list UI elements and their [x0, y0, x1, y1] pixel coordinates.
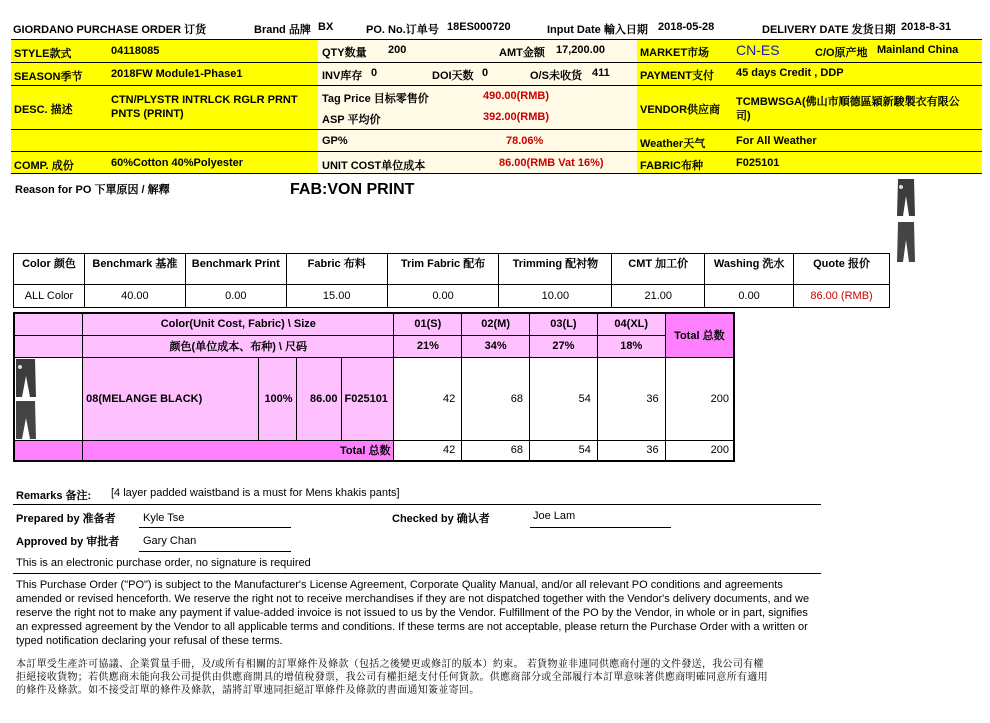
row-qty-l: 54 — [530, 357, 598, 440]
doi-value: 0 — [482, 67, 489, 79]
product-image — [895, 178, 917, 264]
input-date-value: 2018-05-28 — [658, 21, 715, 33]
cost-header-benchmark: Benchmark 基准 — [84, 254, 185, 285]
size-ratio-m: 34% — [462, 335, 530, 357]
weather-value: For All Weather — [736, 135, 817, 147]
cost-breakdown-table — [13, 253, 890, 308]
vendor-value-line1: TCMBWSGA(佛山市順德區穎新駿製衣有限公 — [736, 96, 960, 108]
cost-header-benchmark-print: Benchmark Print — [185, 254, 286, 285]
size-breakdown-table — [13, 312, 735, 462]
terms-cn-line: 拒絕接收貨物；若供應商未能向我公司提供由供應商開具的增值稅發票，我公司有權拒絕支付任何貨款。供應商部分或全部履行本訂單意味著供應商明確同意所有適用 — [16, 672, 768, 683]
po-title: GIORDANO PURCHASE ORDER 订货 — [13, 24, 207, 36]
desc-label: DESC. 描述 — [14, 104, 73, 116]
cost-value-benchmark-print: 0.00 — [185, 285, 286, 308]
weather-label: Weather天气 — [640, 138, 706, 150]
cost-header-color: Color 颜色 — [14, 254, 85, 285]
po-info-grid — [11, 39, 982, 174]
cost-value-washing: 0.00 — [705, 285, 794, 308]
reason-label: Reason for PO 下單原因 / 解釋 — [15, 184, 170, 196]
cost-table-value-row — [14, 285, 890, 308]
size-ratio-l: 27% — [530, 335, 598, 357]
cost-value-trimming: 10.00 — [499, 285, 612, 308]
cost-header-cmt: CMT 加工价 — [612, 254, 705, 285]
terms-en-line: an expressed agreement by the Vendor to all applicable terms and conditions. If these terms are not acceptable, please return the Purchase Order with a written or — [16, 621, 808, 633]
cost-value-cmt: 21.00 — [612, 285, 705, 308]
cost-header-trimming: Trimming 配衬物 — [499, 254, 612, 285]
size-header-l: 03(L) — [530, 313, 598, 335]
asp-value: 392.00(RMB) — [483, 111, 550, 123]
size-total-row — [14, 440, 734, 461]
pants-icon — [895, 178, 917, 264]
row-unit-cost: 86.00 — [296, 357, 341, 440]
prepared-by-label: Prepared by 准备者 — [16, 513, 116, 525]
remarks-label: Remarks 备注: — [16, 490, 92, 502]
terms-cn-line: 的條件及條款。如不接受訂單的條件及條款，請將訂單連同拒絕訂單條件及條款的書面通知簽並寄回。 — [16, 685, 480, 696]
cost-header-washing: Washing 洗水 — [705, 254, 794, 285]
vendor-label: VENDOR供应商 — [640, 104, 721, 116]
gp-value: 78.06% — [506, 135, 544, 147]
size-ratio-row — [14, 335, 734, 357]
inv-label: INV库存 — [322, 70, 363, 82]
market-value: CN-ES — [736, 42, 780, 58]
inv-value: 0 — [371, 67, 378, 79]
unit-cost-value: 86.00(RMB Vat 16%) — [499, 157, 604, 169]
checked-by-value: Joe Lam — [533, 510, 576, 522]
amt-label: AMT金额 — [499, 47, 545, 59]
cost-value-trim-fabric: 0.00 — [387, 285, 499, 308]
row-qty-xl: 36 — [597, 357, 665, 440]
payment-value: 45 days Credit , DDP — [736, 67, 844, 79]
qty-label: QTY数量 — [322, 47, 367, 59]
payment-label: PAYMENT支付 — [640, 70, 714, 82]
cost-header-fabric: Fabric 布料 — [286, 254, 387, 285]
terms-en-line: amended or revised henceforth. We reserve the right not to receive merchandises if they are not dispatched together with the Vendor's delivery documents, and we — [16, 593, 810, 605]
amt-value: 17,200.00 — [556, 44, 605, 56]
origin-label: C/O原产地 — [815, 47, 868, 59]
brand-label: Brand 品牌 — [254, 24, 311, 36]
delivery-date-value: 2018-8-31 — [901, 21, 952, 33]
size-header-s: 01(S) — [394, 313, 462, 335]
electronic-po-note: This is an electronic purchase order, no signature is required — [16, 557, 311, 569]
style-label: STYLE款式 — [14, 48, 72, 60]
terms-chinese — [16, 658, 826, 697]
total-qty-m: 68 — [462, 440, 530, 461]
size-header-xl: 04(XL) — [597, 313, 665, 335]
cost-value-benchmark: 40.00 — [84, 285, 185, 308]
size-header-m: 02(M) — [462, 313, 530, 335]
terms-en-line: reserve the right not to make any payment if value-added invoice is not issued to us by the Vendor. Fulfillment of the PO by the Vendor, in whole or in part, signifies — [16, 607, 808, 619]
pants-icon — [15, 358, 37, 440]
origin-value: Mainland China — [877, 44, 959, 56]
market-label: MARKET市场 — [640, 47, 710, 59]
total-qty-xl: 36 — [597, 440, 665, 461]
color-swatch-cell — [14, 357, 83, 440]
table-row — [14, 357, 734, 440]
desc-value-line2: PNTS (PRINT) — [111, 108, 184, 120]
fabric-label: FABRIC布种 — [640, 160, 703, 172]
total-qty-l: 54 — [530, 440, 598, 461]
size-header-row — [14, 313, 734, 335]
total-qty-s: 42 — [394, 440, 462, 461]
brand-value: BX — [318, 21, 334, 33]
terms-en-line: This Purchase Order ("PO") is subject to the Manufacturer's License Agreement, Corporate Quality Manual, and/or all relevant PO conditions and agreements — [16, 579, 783, 591]
terms-english — [16, 578, 826, 648]
checked-by-label: Checked by 确认者 — [392, 513, 490, 525]
os-label: O/S未收货 — [530, 70, 582, 82]
approved-by-value: Gary Chan — [143, 535, 197, 547]
cost-table-header-row — [14, 254, 890, 285]
size-title-cn: 颜色(单位成本、布种) \ 尺码 — [83, 335, 394, 357]
cost-header-quote: Quote 报价 — [794, 254, 890, 285]
size-title-en: Color(Unit Cost, Fabric) \ Size — [83, 313, 394, 335]
season-value: 2018FW Module1-Phase1 — [111, 68, 243, 80]
desc-value-line1: CTN/PLYSTR INTRLCK RGLR PRNT — [111, 94, 298, 106]
asp-label: ASP 平均价 — [322, 114, 381, 126]
row-fabric: F025101 — [341, 357, 394, 440]
doi-label: DOI天数 — [432, 70, 474, 82]
os-value: 411 — [592, 67, 610, 79]
cost-value-color: ALL Color — [14, 285, 85, 308]
row-percent: 100% — [258, 357, 296, 440]
gp-label: GP% — [322, 135, 348, 147]
row-total: 200 — [665, 357, 734, 440]
season-label: SEASON季节 — [14, 71, 83, 83]
row-color-name: 08(MELANGE BLACK) — [83, 357, 258, 440]
row-qty-s: 42 — [394, 357, 462, 440]
tag-price-label: Tag Price 目标零售价 — [322, 93, 429, 105]
size-ratio-xl: 18% — [597, 335, 665, 357]
row-qty-m: 68 — [462, 357, 530, 440]
approved-by-label: Approved by 审批者 — [16, 536, 120, 548]
terms-en-line: typed notification declaring your refusal of these terms. — [16, 635, 283, 647]
delivery-date-label: DELIVERY DATE 发货日期 — [762, 24, 896, 36]
grand-total: 200 — [665, 440, 734, 461]
unit-cost-label: UNIT COST单位成本 — [322, 160, 426, 172]
cost-value-fabric: 15.00 — [286, 285, 387, 308]
comp-value: 60%Cotton 40%Polyester — [111, 157, 244, 169]
input-date-label: Input Date 輸入日期 — [547, 24, 648, 36]
po-number-label: PO. No.订单号 — [366, 24, 439, 36]
cost-value-quote: 86.00 (RMB) — [794, 285, 890, 308]
terms-cn-line: 本訂單受生產許可協議、企業質量手冊，及/或所有相關的訂單條件及條款（包括之後變更或修訂的版本）約束。 若貨物並非連同供應商付運的文件發送，我公司有權 — [16, 659, 764, 670]
vendor-value-line2: 司) — [736, 110, 751, 122]
tag-price-value: 490.00(RMB) — [483, 90, 550, 102]
fab-note: FAB:VON PRINT — [290, 181, 415, 198]
qty-value: 200 — [388, 44, 407, 56]
remarks-value: [4 layer padded waistband is a must for Mens khakis pants] — [111, 487, 400, 499]
prepared-by-value: Kyle Tse — [143, 512, 185, 524]
fabric-value: F025101 — [736, 157, 780, 169]
style-value: 04118085 — [111, 45, 160, 57]
po-number-value: 18ES000720 — [447, 21, 511, 33]
size-ratio-s: 21% — [394, 335, 462, 357]
size-header-total: Total 总数 — [665, 313, 734, 357]
cost-header-trim-fabric: Trim Fabric 配布 — [387, 254, 499, 285]
comp-label: COMP. 成份 — [14, 160, 74, 172]
size-total-label: Total 总数 — [83, 440, 394, 461]
